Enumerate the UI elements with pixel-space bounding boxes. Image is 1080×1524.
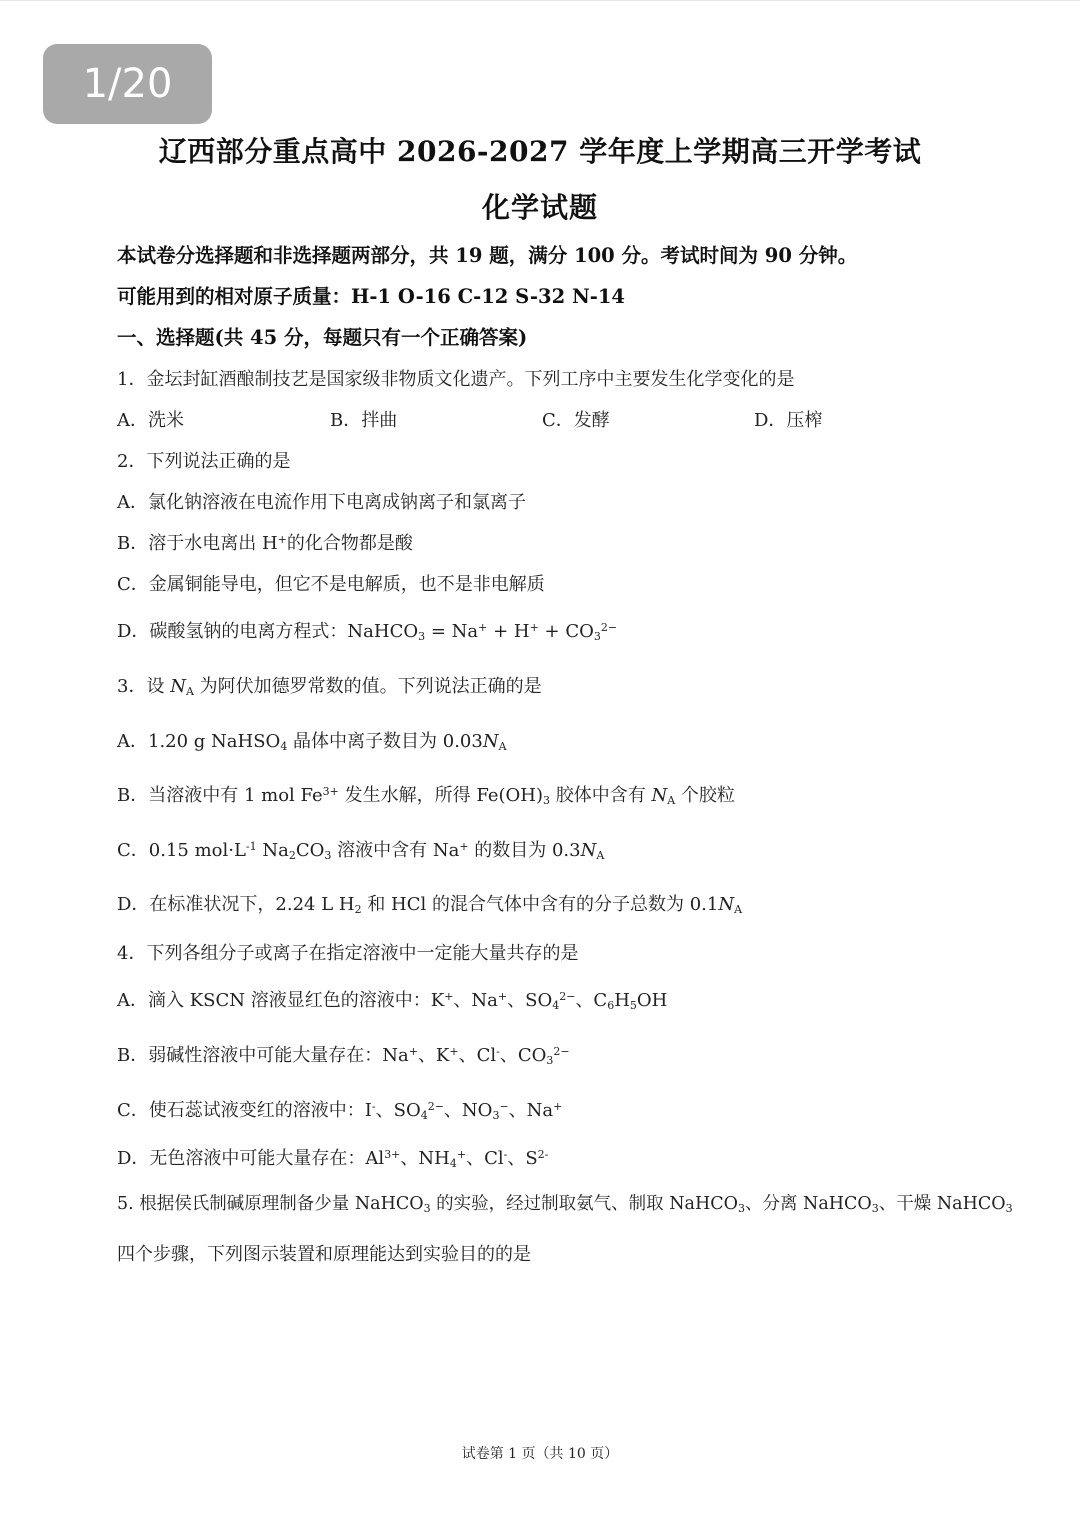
q1-option-c: C．发酵	[542, 410, 610, 431]
q3-option-c: C．0.15 $mol\cdot L^{-1}$ $Na_2CO_3$ 溶液中含有 Na+ 的数目为 $0.3N_A$	[117, 840, 605, 862]
q2-option-d: D．碳酸氢钠的电离方程式：NaHCO$_3$ = $Na^+ + H^+ + CO_3^{2-}$	[117, 621, 618, 643]
atomic-mass-note: 可能用到的相对原子质量：H-1 O-16 C-12 S-32 N-14	[117, 285, 625, 308]
q2-option-b: B．溶于水电离出 H+的化合物都是酸	[117, 533, 413, 554]
page-footer: 试卷第 1 页（共 10 页）	[461, 1446, 619, 1462]
q4-option-b: B．弱碱性溶液中可能大量存在：Na+、K+、Cl-、$CO_3^{2-}$	[117, 1045, 570, 1067]
page-edge	[0, 0, 1080, 1]
q1-stem: 1．金坛封缸酒酿制技艺是国家级非物质文化遗产。下列工序中主要发生化学变化的是	[117, 369, 795, 390]
q2-stem: 2．下列说法正确的是	[117, 451, 291, 472]
q4-option-c: C．使石蕊试液变红的溶液中：I-、$SO_4^{2-}$、$NO_3^-$、Na+	[117, 1100, 563, 1122]
q4-stem: 4．下列各组分子或离子在指定溶液中一定能大量共存的是	[117, 943, 579, 964]
subject-title: 化学试题	[481, 191, 598, 224]
q5-stem-line1: 5. 根据侯氏制碱原理制备少量 NaHCO$_3$ 的实验，经过制取氨气、制取 NaHCO$_3$、分离 NaHCO$_3$、干燥 NaHCO$_3$	[117, 1194, 1013, 1215]
q1-option-a: A．洗米	[117, 410, 184, 431]
q3-option-b: B．当溶液中有 1 mol $Fe^{3+}$ 发生水解，所得 $Fe(OH)_3$ 胶体中含有 $N_A$ 个胶粒	[117, 785, 735, 807]
q1-option-d: D．压榨	[754, 410, 823, 431]
q3-option-d: D．在标准状况下，2.24 L $H_2$ 和 HCl 的混合气体中含有的分子总数为 $0.1N_A$	[117, 894, 743, 916]
exam-title: 辽西部分重点高中 2026-2027 学年度上学期高三开学考试	[158, 135, 922, 168]
section-heading: 一、选择题(共 45 分，每题只有一个正确答案)	[117, 326, 528, 349]
exam-instructions: 本试卷分选择题和非选择题两部分，共 19 题，满分 100 分。考试时间为 90 分钟。	[117, 244, 858, 267]
q3-option-a: A．1.20 g NaHSO$_4$ 晶体中离子数目为 $0.03N_A$	[117, 731, 507, 753]
q5-stem-line2: 四个步骤，下列图示装置和原理能达到实验目的的是	[117, 1244, 531, 1265]
q4-option-d: D．无色溶液中可能大量存在：$Al^{3+}$、$NH_4^+$、Cl-、$S^{2-}$	[117, 1148, 549, 1170]
q4-option-a: A．滴入 KSCN 溶液显红色的溶液中：K+、Na+、$SO_4^{2-}$、$C_6H_5OH$	[117, 990, 668, 1012]
page-indicator-badge: 1/20	[43, 44, 212, 124]
q3-stem: 3．设 $N_A$ 为阿伏加德罗常数的值。下列说法正确的是	[117, 676, 542, 698]
q1-option-b: B．拌曲	[330, 410, 398, 431]
q2-option-c: C．金属铜能导电，但它不是电解质，也不是非电解质	[117, 574, 545, 595]
q2-option-a: A．氯化钠溶液在电流作用下电离成钠离子和氯离子	[117, 492, 526, 513]
